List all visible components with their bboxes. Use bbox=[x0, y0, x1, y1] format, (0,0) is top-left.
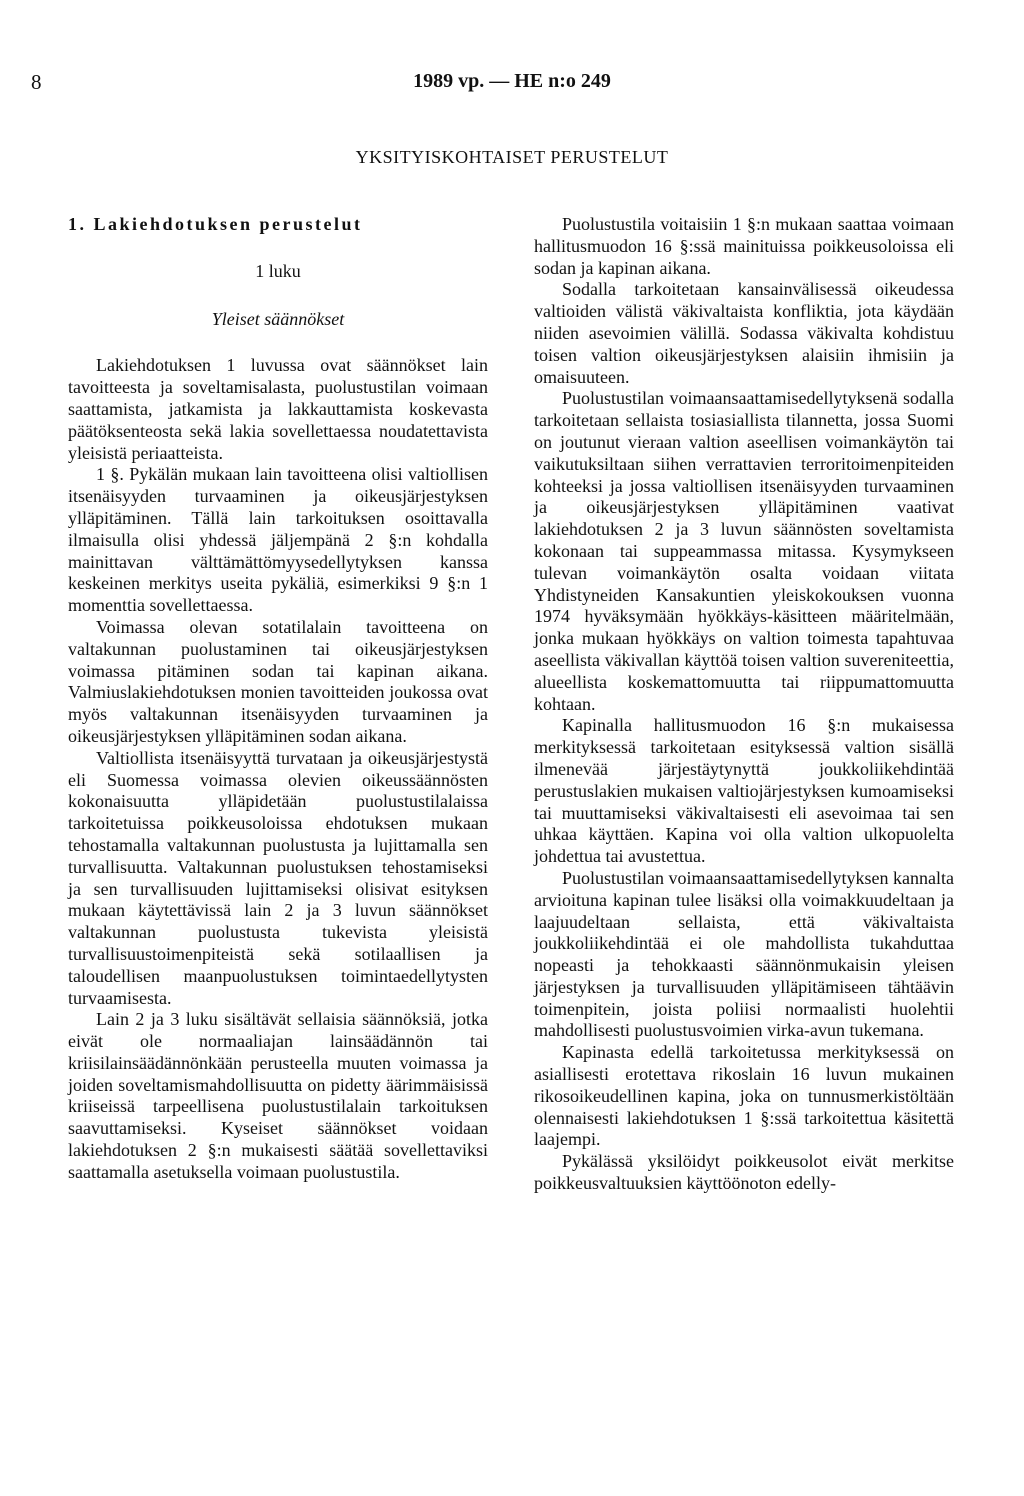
body-paragraph: Kapinalla hallitusmuodon 16 §:n mukaisessa merkityksessä tarkoitetaan esityksessä valtion sisällä ilmenevää järjestäytynyttä joukkoliikehdintää perustuslakien mukaisen valtiojärjestyksen kumoamiseksi tai muuttamiseksi väkivaltaisesti eli asevoimaa tai sen uhkaa käyttäen. Kapina voi olla valtion ulkopuolelta johdettua tai avustettua. bbox=[534, 715, 954, 867]
body-paragraph: Puolustustilan voimaansaattamisedellytyksen kannalta arvioituna kapinan tulee lisäksi olla voimakkuudeltaan ja laajuudeltaan sellaista, että väkivaltaista joukkoliikehdintää ei ole mahdollista tukahduttaa nopeasti ja tehokkaasti säännönmukaisin yleisen järjestyksen ja turvallisuuden ylläpitämiseen tähtäävin toimenpitein, joista poliisi normaalisti huolehtii mahdollisesti puolustusvoimien virka-avun tukemana. bbox=[534, 867, 954, 1041]
body-paragraph: Lakiehdotuksen 1 luvussa ovat säännökset lain tavoitteesta ja soveltamisalasta, puolustustilan voimaan saattamista, jatkamista ja lakkauttamista koskevasta päätöksenteosta sekä lakia sovellettaessa noudatettavista yleisistä periaatteista. bbox=[68, 355, 488, 463]
running-header: 1989 vp. — HE n:o 249 bbox=[413, 70, 611, 92]
part-heading: 1. Lakiehdotuksen perustelut bbox=[68, 214, 363, 234]
section-title: YKSITYISKOHTAISET PERUSTELUT bbox=[355, 147, 669, 167]
left-column bbox=[68, 214, 488, 1184]
body-paragraph: Lain 2 ja 3 luku sisältävät sellaisia säännöksiä, jotka eivät ole normaaliajan lainsäädännön tai kriisilainsäädännönkään perusteella muuten voimassa ja joiden soveltamismahdollisuutta on pidetty äärimmäisissä kriiseissä tarpeellisena puolustustilalain tarkoituksen saavuttamiseksi. Kyseiset säännökset voidaan lakiehdotuksen 2 §:n mukaisesti säätää sovellettaviksi saattamalla asetuksella voimaan puolustustila. bbox=[68, 1009, 488, 1182]
right-column bbox=[534, 214, 954, 1195]
body-paragraph: Kapinasta edellä tarkoitetussa merkityksessä on asiallisesti erotettava rikoslain 16 luvun mukainen rikosoikeudellinen kapina, joka on tunnusmerkistöltään olennaisesti lakiehdotuksen 1 §:ssä tarkoitettua käsitettä laajempi. bbox=[534, 1042, 954, 1150]
body-paragraph: Voimassa olevan sotatilalain tavoitteena on valtakunnan puolustaminen tai oikeusjärjestyksen voimassa pitäminen sodan tai kapinan aikana. Valmiuslakiehdotuksen monien tavoitteiden joukossa ovat myös valtakunnan itsenäisyyden turvaaminen ja oikeusjärjestyksen ylläpitäminen sodan aikana. bbox=[68, 616, 488, 746]
body-paragraph: Sodalla tarkoitetaan kansainvälisessä oikeudessa valtioiden välistä väkivaltaista konfliktia, jota käydään niiden asevoimien välillä. Sodassa väkivalta kohdistuu toisen valtion oikeusjärjestyksen alaisiin ihmisiin ja omaisuuteen. bbox=[534, 279, 954, 387]
body-paragraph: Pykälässä yksilöidyt poikkeusolot eivät merkitse poikkeusvaltuuksien käyttöönoton edelly- bbox=[534, 1151, 954, 1194]
body-paragraph: Valtiollista itsenäisyyttä turvataan ja oikeusjärjestystä eli Suomessa voimassa olevien oikeussäännösten kokonaisuutta ylläpidetään puolustustilalaissa tarkoitetuissa poikkeusoloissa ehdotuksen mukaan tehostamalla valtakunnan puolustusta ja lujittamalla sen turvallisuutta. Valtakunnan puolustuksen tehostamiseksi ja sen turvallisuuden lujittamiseksi olisivat esityksen mukaan käytettävissä lain 2 ja 3 luvun säännökset valtakunnan puolustusta tukevista yleisistä turvallisuustoimenpiteistä sekä sotilaallisen ja taloudellisen maanpuolustuksen toimintaedellytysten turvaamisesta. bbox=[68, 747, 488, 1008]
body-paragraph: 1 §. Pykälän mukaan lain tavoitteena olisi valtiollisen itsenäisyyden turvaaminen ja oikeusjärjestyksen ylläpitäminen. Tällä lain tarkoituksen osoittavalla ilmaisulla olisi yhdessä jäljempänä 2 §:n kohdalla mainittavan välttämättömyysedellytyksen kanssa keskeinen merkitys useita pykäliä, esimerkiksi 9 §:n 1 momenttia sovellettaessa. bbox=[68, 464, 488, 616]
chapter-subheading: Yleiset säännökset bbox=[211, 308, 345, 329]
page-number: 8 bbox=[31, 70, 42, 94]
chapter-heading: 1 luku bbox=[255, 260, 301, 281]
body-paragraph: Puolustustila voitaisiin 1 §:n mukaan saattaa voimaan hallitusmuodon 16 §:ssä mainituissa poikkeusoloissa eli sodan ja kapinan aikana. bbox=[534, 214, 954, 278]
body-paragraph: Puolustustilan voimaansaattamisedellytyksenä sodalla tarkoitetaan sellaista tosiasiallista tilannetta, jossa Suomi on joutunut vieraan valtion aseellisen voimankäytön tai vaikutuksiltaan siihen verrattavien terroritoimenpiteiden kohteeksi ja jossa valtiollisen itsenäisyyden turvaaminen ja oikeusjärjestyksen ylläpitäminen vaativat lakiehdotuksen 2 ja 3 luvun säännösten soveltamista kokonaan tai suppeammassa mitassa. Kysymykseen tulevan voimankäytön osalta voidaan viitata Yhdistyneiden Kansakuntien yleiskokouksen vuonna 1974 hyväksymään hyökkäys-käsitteen määritelmään, jonka mukaan hyökkäys on valtion toimesta tapahtuvaa aseellista väkivallan käyttöä toisen valtion suvereniteettia, alueellista koskemattomuutta tai riippumattomuutta kohtaan. bbox=[534, 388, 954, 714]
